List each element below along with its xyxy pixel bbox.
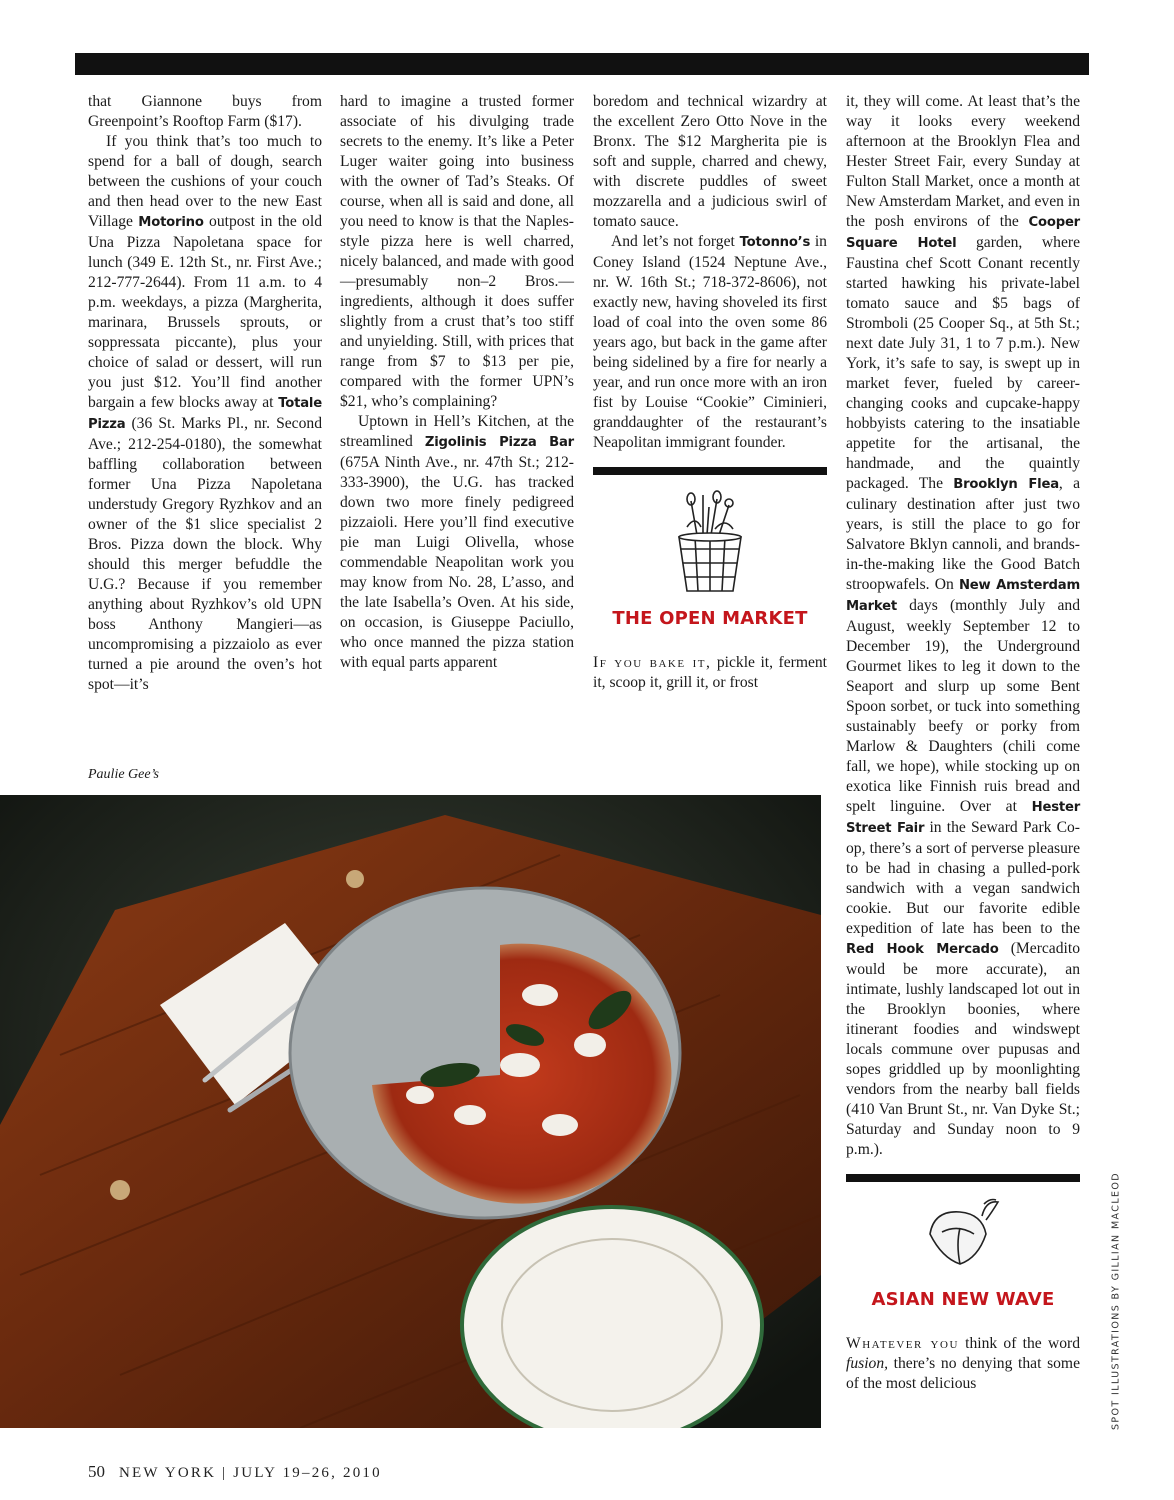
section-divider [846,1174,1080,1182]
venue-name-zigolinis: Zigolinis Pizza Bar [424,435,574,450]
photo-caption: Paulie Gee’s [88,767,159,782]
text-run: outpost in the old Una Pizza Napoletana space for lunch (349 E. 12th St., nr. First Ave.; 212-777-2644). From 11 a.m. to 4 p.m. weekdays, a pizza (Margherita, marinara, Brussels sprouts, or soppressata piccante), plus your choice of salad or dessert, will run you just $12. You’ll find another bargain a few blocks away at [88,213,322,411]
text-run: in the Seward Park Co-op, there’s a sort of perverse pleasure to be had in chasing a pulled-pork sandwich with a vegan sandwich cookie. But our favorite edible expedition of late has been to the [846,819,1081,937]
article-column-4 [846,92,1080,1394]
venue-name-totonnos: Totonno’s [739,235,811,250]
text-run: days (monthly July and August, weekly September 12 to December 19), the Underground Gourmet likes to leg it down to the Seaport and slurp up some Bent Spoon sorbet, or tuck into something sustainably beefy or porky from Marlow & Daughters (chili come fall, we hope), while stocking up on exotica like Finnish ruis bread and spelt linguine. Over at [846,597,1080,815]
venue-name-new-amsterdam-market: New Amsterdam Market [846,578,1080,614]
text-run: think of the word [958,1335,1080,1352]
paragraph: that Giannone buys from Greenpoint’s Rooftop Farm ($17). [88,93,322,130]
venue-name-brooklyn-flea: Brooklyn Flea [953,477,1059,492]
paragraph: boredom and technical wizardry at the excellent Zero Otto Nove in the Bronx. The $12 Margherita pie is soft and supple, charred and chewy, with discrete puddles of sweet mozzarella and a judicious swirl of tomato sauce. [593,93,827,230]
text-run: garden, where Faustina chef Scott Conant recently started hawking his private-label tomato sauce and $5 bags of Stromboli (25 Cooper Sq., at 5th St.; next date July 31, 1 to 7 p.m.). New York, it’s safe to say, is swept up in market fever, fueled by career-changing cooks and cupcake-happy hobbyists catering to the insatiable appetite for the artisanal, the handmade, and the quaintly packaged. The [846,234,1081,492]
text-run: Uptown in Hell’s Kitchen, at the streamlined [340,413,574,450]
empty-plate [462,1207,762,1428]
text-run: (36 St. Marks Pl., nr. Second Ave.; 212-254-0180), the somewhat baffling collaboration between former Una Pizza Napoletana understudy Gregory Ryzhkov and an owner of the $1 slice specialist 2 Bros. Pizza down the block. Why should this merger befuddle the U.G.? Because if you remember anything about Ryzhkov’s old UPN boss Anthony Mangieri—as uncompromising a pizzaiolo as ever turned a pie around the oven’s hot spot—it’s [88,415,322,693]
wood-peg [110,1180,130,1200]
paragraph [340,412,574,673]
folio-separator: | [222,1465,228,1481]
text-run: there’s no denying that some of the most delicious [846,1355,1080,1392]
issue-date: JULY 19–26, 2010 [233,1465,382,1481]
fortune-cookie-illustration-icon [846,1194,1080,1280]
page-footer [88,1462,382,1482]
paragraph [593,232,827,453]
venue-name-cooper-square-hotel: Cooper Square Hotel [846,215,1080,251]
article-column-3 [593,92,827,693]
text-run: And let’s not forget [611,233,740,250]
paragraph [593,653,827,693]
sidebar-heading-open-market: THE OPEN MARKET [612,608,808,629]
section-divider [593,467,827,475]
paragraph [846,92,1080,1160]
paragraph [88,132,322,695]
text-run: pickle it, ferment it, scoop it, grill it, or frost [593,654,827,691]
credit-text: SPOT ILLUSTRATIONS BY GILLIAN MACLEOD [1110,1171,1122,1431]
pizza-photo [0,795,821,1428]
top-rule-bar [75,53,1089,75]
venue-name-hester-street-fair: Hester Street Fair [846,800,1080,836]
text-run: (675A Ninth Ave., nr. 47th St.; 212-333-3900), the U.G. has tracked down two more finely pedigreed pizzaioli. Here you’ll find executive pie man Luigi Olivella, whose commendable Neapolitan work you may know from No. 28, L’asso, and the late Isabella’s Oven. At his side, on occasion, is Giuseppe Paciullo, who once manned the pizza station with equal parts apparent [340,454,574,671]
sidebar-heading-asian-new-wave: ASIAN NEW WAVE [871,1289,1055,1310]
wood-peg [346,870,364,888]
paragraph [846,1334,1080,1394]
text-run: in Coney Island (1524 Neptune Ave., nr. W. 16th St.; 718-372-8606), not exactly new, having shoveled its first load of coal into the oven some 86 years ago, but back in the game after being sidelined by a fire for nearly a year, and run once more with an iron fist by Louise “Cookie” Ciminieri, granddaughter of the restaurant’s Neapolitan immigrant founder. [593,233,827,451]
venue-name-totale-pizza: Totale Pizza [88,396,322,432]
venue-name-motorino: Motorino [138,215,204,230]
text-run: it, they will come. At least that’s the way it looks every weekend afternoon at the Brooklyn Flea and Hester Street Fair, every Sunday at Fulton Stall Market, once a month at New Amsterdam Market, and even in the posh environs of the [846,93,1080,230]
lead-in: Whatever you [846,1335,959,1352]
article-column-1 [88,92,322,695]
article-column-2 [340,92,574,673]
magazine-name: NEW YORK [118,1465,217,1481]
paragraph: hard to imagine a trusted former associate of his divulging trade secrets to the enemy. It’s like a Peter Luger waiter going into business with the owner of Tad’s Steaks. Of course, when all is said and done, all you need to know is that the Naples-style pizza here is well charred, nicely balanced, and made with good—presumably non–2 Bros.—ingredients, although it does suffer slightly from a crust that’s too stiff and unyielding. Still, with prices that range from $7 to $13 per pie, compared with the former UPN’s $21, who’s complaining? [340,93,574,410]
basket-illustration-icon [593,487,827,603]
illustration-credit [1108,1172,1124,1430]
emphasis: fusion, [846,1355,889,1372]
page-number: 50 [88,1462,105,1481]
lead-in: If you bake it, [593,654,712,671]
text-run: If you think that’s too much to spend for a ball of dough, search between the cushions of your couch and then head over to the new East Village [88,133,322,230]
venue-name-red-hook-mercado: Red Hook Mercado [846,942,999,957]
text-run: (Mercadito would be more accurate), an intimate, lushly landscaped lot out in the Brooklyn boonies, where itinerant foodies and windswept locals commune over pupusas and sopes griddled up by moonlighting vendors from the nearby ball fields (410 Van Brunt St., nr. Van Dyke St.; Saturday and Sunday noon to 9 p.m.). [846,940,1080,1158]
text-run: , a culinary destination after just two years, is still the place to go for Salvatore Bklyn cannoli, and brands-in-the-making like the Good Batch stroopwafels. On [846,475,1080,593]
